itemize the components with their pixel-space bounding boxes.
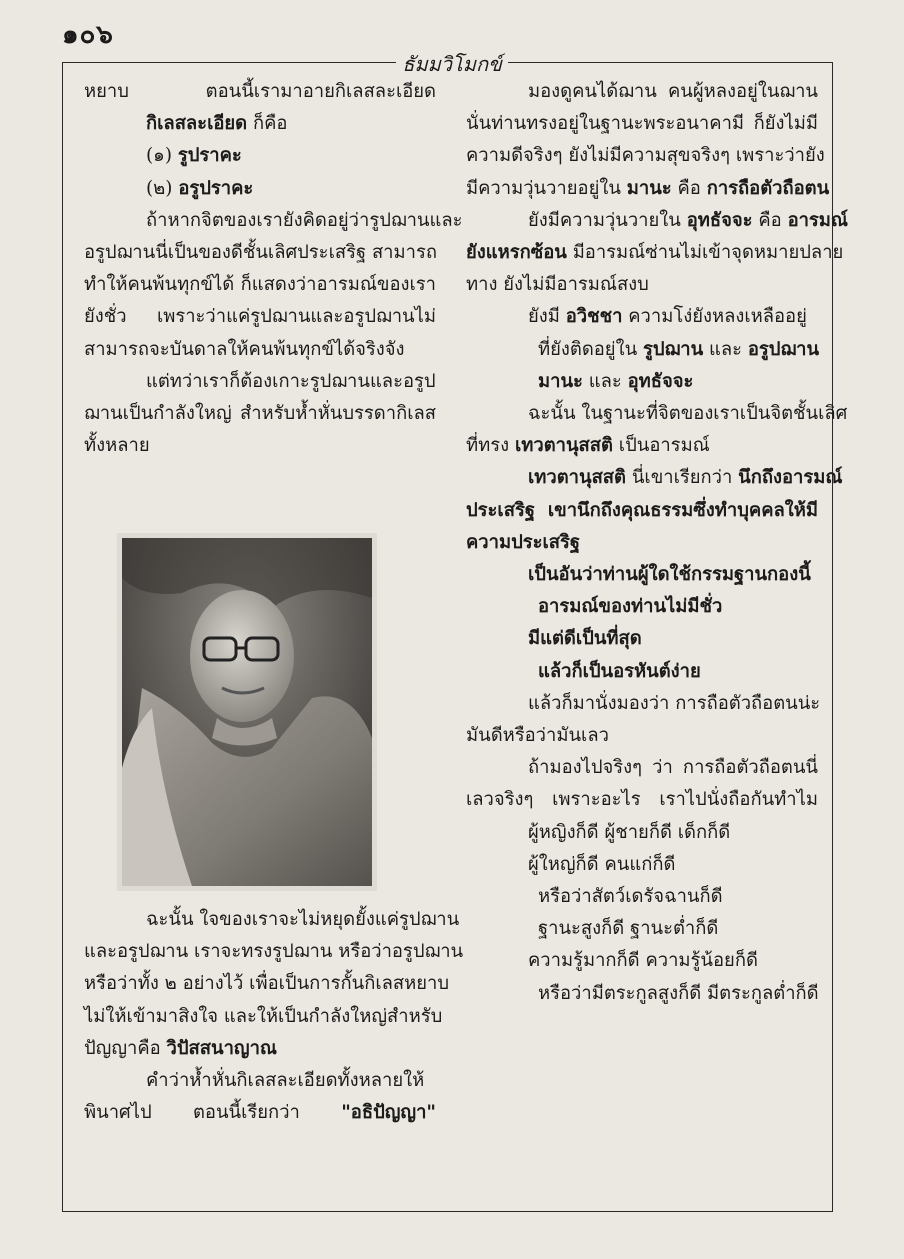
text-run: คือ (752, 209, 788, 231)
bold-term: อวิชชา (565, 306, 623, 328)
text-line: ผู้หญิงก็ดี ผู้ชายก็ดี เด็กก็ดี (528, 821, 731, 843)
monk-portrait-photo (122, 538, 372, 886)
text-line: แล้วก็มานั่งมองว่า การถือตัวถือตนน่ะ (528, 692, 821, 714)
text-line (466, 334, 818, 366)
text-line (84, 140, 436, 172)
text-line (466, 237, 844, 269)
text-line (84, 108, 436, 140)
text-line: ทั้งหลาย (84, 435, 150, 457)
text-line (84, 173, 436, 205)
text-line: มันดีหรือว่ามันเลว (466, 725, 609, 747)
bold-term: เป็นอันว่าท่านผู้ใดใช้กรรมฐานกองนี้ (528, 564, 811, 586)
text-line (466, 301, 818, 333)
text-line: หยาบ ตอนนี้เรามาอายกิเลสละเอียด (84, 81, 436, 102)
text-line (466, 527, 818, 559)
bold-term: อุทธัจจะ (627, 370, 694, 392)
running-header-text: ธัมมวิโมกข์ (396, 52, 508, 76)
text-line: ความดีจริงๆ ยังไม่มีความสุขจริงๆ เพราะว่ายัง (466, 145, 825, 167)
text-line: ถ้ามองไปจริงๆ ว่า การถือตัวถือตนนี่ (528, 757, 818, 779)
bold-term: อรูปราคะ (178, 177, 254, 199)
bold-term: มานะ (538, 370, 583, 392)
text-line: ผู้ใหญ่ก็ดี คนแก่ก็ดี (528, 853, 676, 875)
text-line: ทำให้คนพ้นทุกข์ได้ ก็แสดงว่าอารมณ์ของเรา (84, 274, 436, 296)
text-line: สามารถจะบันดาลให้คนพ้นทุกข์ได้จริงจัง (84, 338, 405, 360)
text-run: คือ (671, 177, 707, 199)
text-run: พินาศไป ตอนนี้เรียกว่า (84, 1102, 342, 1124)
text-run: ยังมีความวุ่นวายใน (528, 209, 687, 231)
text-line: ถ้าหากจิตของเรายังคิดอยู่ว่ารูปฌานและ (146, 209, 463, 231)
text-line: ความรู้มากก็ดี ความรู้น้อยก็ดี (528, 950, 758, 972)
text-line (466, 205, 848, 237)
bold-term: กิเลสละเอียด (146, 113, 248, 135)
text-line: ไม่ให้เข้ามาสิงใจ และให้เป็นกำลังใหญ่สำหรับ (84, 1005, 443, 1027)
bold-term: วิปัสสนาญาณ (166, 1037, 277, 1059)
bold-term: ยังแหรกซ้อน (466, 242, 567, 264)
text-line (84, 1033, 436, 1065)
text-line: และอรูปฌาน เราจะทรงรูปฌาน หรือว่าอรูปฌาน (84, 941, 464, 963)
bold-term: เทวตานุสสติ (528, 467, 626, 489)
text-line (84, 1097, 436, 1129)
text-run: (๑) (146, 145, 178, 167)
bold-term: ความประเสริฐ (466, 531, 581, 553)
text-line (466, 591, 818, 623)
text-line (466, 430, 818, 462)
text-line: หรือว่าสัตว์เดรัจฉานก็ดี (538, 886, 723, 908)
text-line (466, 462, 843, 494)
text-line (466, 173, 830, 205)
bold-term: เทวตานุสสติ (514, 435, 613, 457)
bold-term: "อธิปัญญา" (341, 1102, 436, 1124)
text-line: หรือว่ามีตระกูลสูงก็ดี มีตระกูลต่ำก็ดี (538, 982, 819, 1004)
text-run: เป็นอารมณ์ (612, 435, 710, 457)
text-run: ปัญญาคือ (84, 1037, 167, 1059)
text-line (466, 623, 818, 655)
text-run: นี่เขาเรียกว่า (625, 467, 739, 489)
text-run: ที่ทรง (466, 435, 515, 457)
portrait-image (122, 538, 372, 886)
bold-term: อรูปฌาน (747, 338, 820, 360)
text-line: ฉะนั้น ใจของเราจะไม่หยุดยั้งแค่รูปฌาน (146, 909, 460, 930)
bold-term: ประเสริฐ เขานึกถึงคุณธรรมซึ่งทำบุคคลให้มี (466, 499, 818, 521)
bold-term: อุทธัจจะ (686, 209, 753, 231)
text-run: มีอารมณ์ซ่านไม่เข้าจุดหมายปลาย (566, 242, 844, 264)
text-run: (๒) (146, 177, 179, 199)
left-column-bottom (84, 904, 464, 1129)
bold-term: แล้วก็เป็นอรหันต์ง่าย (538, 660, 701, 682)
text-line: ยังชั่ว เพราะว่าแค่รูปฌานและอรูปฌานไม่ (84, 306, 436, 328)
text-run: และ (703, 338, 748, 360)
text-line: นั่นท่านทรงอยู่ในฐานะพระอนาคามี ก็ยังไม่มี (466, 113, 818, 135)
bold-term: อารมณ์ (787, 209, 848, 231)
bold-term: รูปราคะ (177, 145, 242, 167)
left-column-top (84, 76, 463, 462)
text-line: ฐานะสูงก็ดี ฐานะต่ำก็ดี (538, 918, 719, 940)
bold-term: การถือตัวถือตน (706, 177, 830, 199)
text-line: ฉะนั้น ในฐานะที่จิตของเราเป็นจิตชั้นเลิศ (528, 403, 848, 425)
text-run: ก็คือ (247, 113, 288, 135)
text-run: ยังมี (528, 306, 566, 328)
bold-term: มีแต่ดีเป็นที่สุด (528, 628, 642, 650)
text-run: ที่ยังติดอยู่ใน (538, 338, 643, 360)
bold-term: อารมณ์ของท่านไม่มีชั่ว (538, 596, 723, 618)
text-line: คำว่าห้ำหั่นกิเลสละเอียดทั้งหลายให้ (146, 1070, 425, 1092)
bold-term: นึกถึงอารมณ์ (738, 467, 843, 489)
text-line: มองดูคนได้ฌาน คนผู้หลงอยู่ในฌาน (528, 81, 818, 102)
right-column (466, 76, 848, 1010)
text-line: แต่ทว่าเราก็ต้องเกาะรูปฌานและอรูป (146, 370, 436, 392)
text-line: ทาง ยังไม่มีอารมณ์สงบ (466, 274, 649, 296)
text-line: อรูปฌานนี่เป็นของดีชั้นเลิศประเสริฐ สามารถ (84, 242, 437, 264)
text-line: เลวจริงๆ เพราะอะไร เราไปนั่งถือกันทำไม (466, 789, 818, 811)
text-run: และ (582, 370, 628, 392)
text-line (466, 366, 818, 398)
text-line (466, 495, 818, 527)
bold-term: มานะ (626, 177, 672, 199)
text-line (466, 656, 818, 688)
text-line (466, 559, 818, 591)
text-line: หรือว่าทั้ง ๒ อย่างไว้ เพื่อเป็นการกั้นกิเลสหยาบ (84, 973, 450, 995)
text-line: ฌานเป็นกำลังใหญ่ สำหรับห้ำหั่นบรรดากิเลส (84, 403, 436, 425)
text-run: ความโง่ยังหลงเหลืออยู่ (622, 306, 807, 328)
bold-term: รูปฌาน (642, 338, 704, 360)
text-run: มีความวุ่นวายอยู่ใน (466, 177, 627, 199)
page-number: ๑๐๖ (62, 20, 114, 50)
